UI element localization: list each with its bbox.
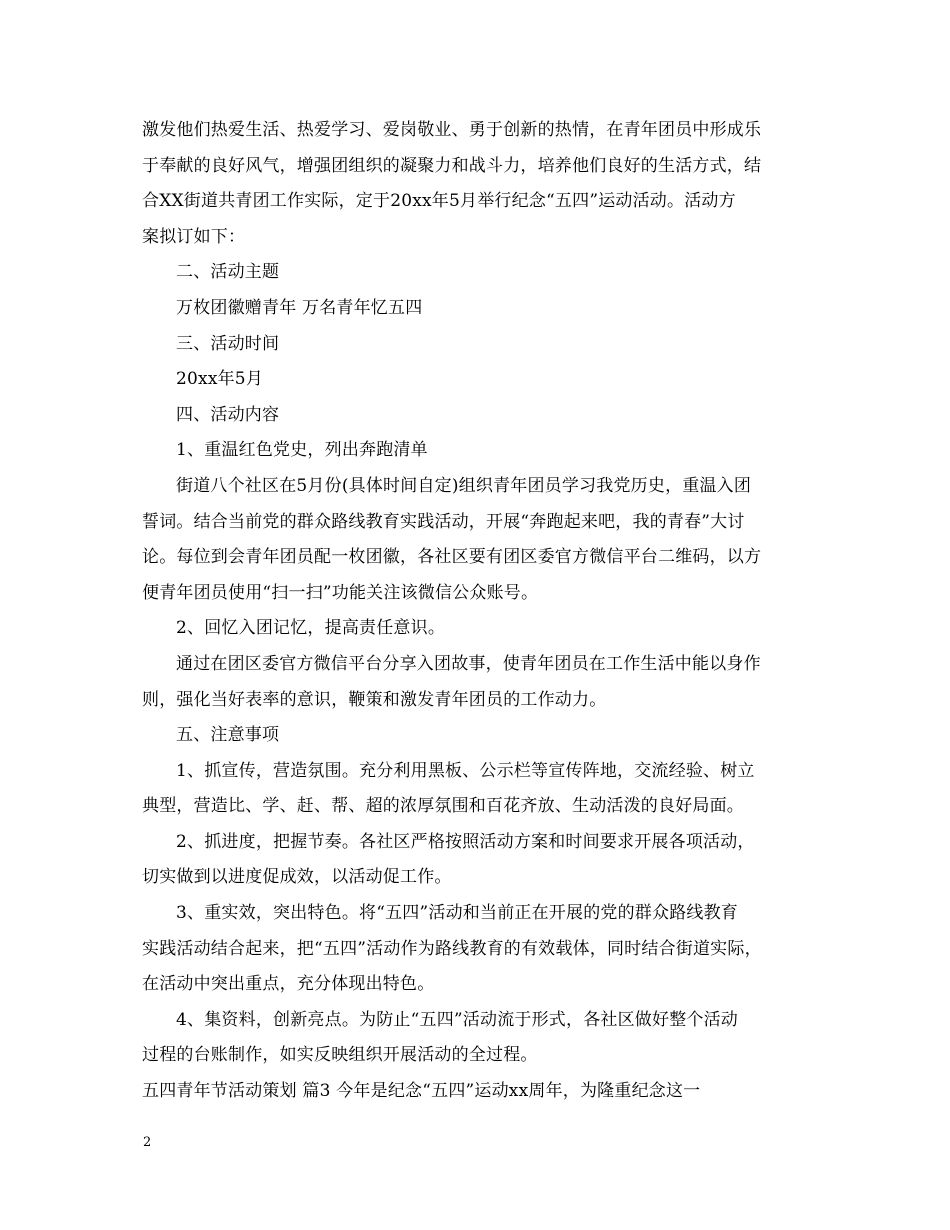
text-line: 激发他们热爱生活、热爱学习、爱岗敬业、勇于创新的热情，在青年团员中形成乐 <box>142 120 762 140</box>
text-line: 万枚团徽赠青年 万名青年忆五四 <box>176 297 423 318</box>
text-line: 切实做到以进度促成效，以活动促工作。 <box>142 867 452 888</box>
text-line: 五四青年节活动策划 篇3 今年是纪念“五四”运动xx周年，为隆重纪念这一 <box>142 1081 701 1102</box>
text-line: 4、集资料，创新亮点。为防止“五四”活动流于形式，各社区做好整个活动 <box>176 1009 738 1030</box>
text-line: 合XX街道共青团工作实际，定于20xx年5月举行纪念“五四”运动活动。活动方 <box>142 191 736 212</box>
text-line: 二、活动主题 <box>176 262 280 283</box>
text-line: 在活动中突出重点，充分体现出特色。 <box>142 974 435 995</box>
page-number: 2 <box>143 1135 152 1150</box>
text-line: 通过在团区委官方微信平台分享入团故事，使青年团员在工作生活中能以身作 <box>176 653 761 674</box>
text-line: 20xx年5月 <box>176 369 264 390</box>
text-line: 典型，营造比、学、赶、帮、超的浓厚氛围和百花齐放、生动活泼的良好局面。 <box>142 796 744 817</box>
text-line: 论。每位到会青年团员配一枚团徽，各社区要有团区委官方微信平台二维码，以方 <box>142 547 762 568</box>
text-line: 誓词。结合当前党的群众路线教育实践活动，开展“奔跑起来吧，我的青春”大讨 <box>142 511 745 532</box>
text-line: 则，强化当好表率的意识，鞭策和激发青年团员的工作动力。 <box>142 689 607 710</box>
text-line: 2、回忆入团记忆，提高责任意识。 <box>176 618 446 639</box>
text-line: 四、活动内容 <box>176 404 280 425</box>
text-line: 实践活动结合起来，把“五四”活动作为路线教育的有效载体，同时结合街道实际， <box>142 938 762 959</box>
text-line: 2、抓进度，把握节奏。各社区严格按照活动方案和时间要求开展各项活动， <box>176 831 755 852</box>
text-line: 五、注意事项 <box>176 725 280 746</box>
text-line: 3、重实效，突出特色。将“五四”活动和当前正在开展的党的群众路线教育 <box>176 903 738 924</box>
text-line: 便青年团员使用“扫一扫”功能关注该微信公众账号。 <box>142 582 539 603</box>
text-line: 街道八个社区在5月份(具体时间自定)组织青年团员学习我党历史，重温入团 <box>176 475 752 496</box>
text-line: 过程的台账制作，如实反映组织开展活动的全过程。 <box>142 1045 538 1066</box>
document-body <box>142 113 822 1110</box>
text-line: 于奉献的良好风气，增强团组织的凝聚力和战斗力，培养他们良好的生活方式，结 <box>142 155 762 176</box>
text-line: 1、抓宣传，营造氛围。充分利用黑板、公示栏等宣传阵地，交流经验、树立 <box>176 760 755 781</box>
text-line: 1、重温红色党史，列出奔跑清单 <box>176 440 428 461</box>
text-line: 三、活动时间 <box>176 333 280 354</box>
text-line: 案拟订如下： <box>142 226 246 247</box>
